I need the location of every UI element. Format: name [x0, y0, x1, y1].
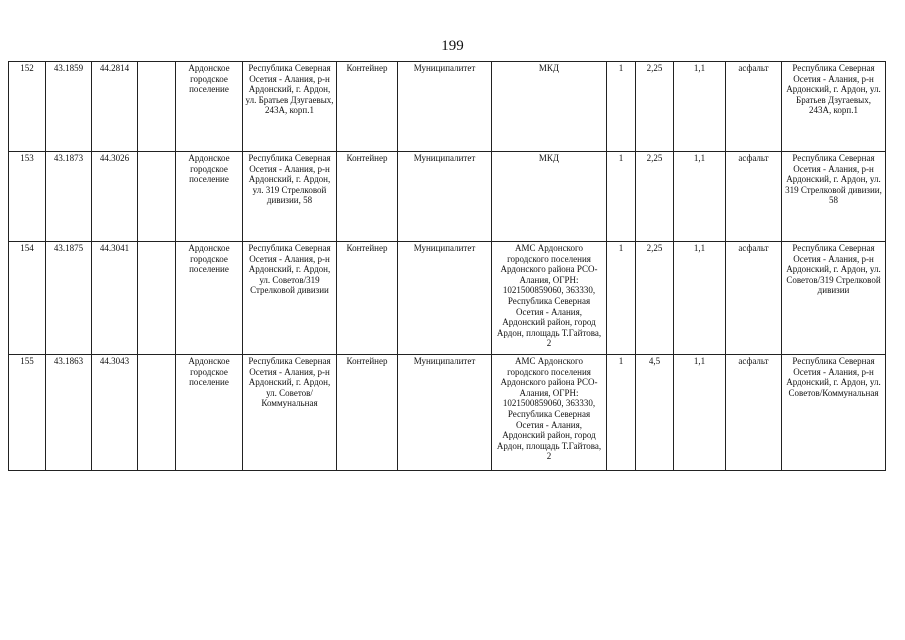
settlement-cell: Ардонское городское поселение — [176, 355, 243, 471]
longitude-cell: 44.3043 — [92, 355, 138, 471]
volume-cell: 1,1 — [674, 355, 726, 471]
longitude-cell: 44.3041 — [92, 242, 138, 355]
source-cell: АМС Ардонского городского поселения Ардонского района РСО-Алания, ОГРН: 1021500859060, 363330, Республика Северная Осетия - Алания, Ардонский район, город Ардон, площадь Т.Гайтова, 2 — [492, 355, 607, 471]
source-cell: МКД — [492, 152, 607, 242]
owner-cell: Муниципалитет — [398, 355, 492, 471]
area-cell: 2,25 — [636, 242, 674, 355]
surface-cell: асфальт — [726, 355, 782, 471]
source-cell: МКД — [492, 62, 607, 152]
latitude-cell: 43.1873 — [46, 152, 92, 242]
quantity-cell: 1 — [607, 242, 636, 355]
latitude-cell: 43.1863 — [46, 355, 92, 471]
blank-cell — [138, 62, 176, 152]
row-number: 152 — [9, 62, 46, 152]
quantity-cell: 1 — [607, 62, 636, 152]
surface-cell: асфальт — [726, 242, 782, 355]
surface-cell: асфальт — [726, 152, 782, 242]
settlement-cell: Ардонское городское поселение — [176, 152, 243, 242]
quantity-cell: 1 — [607, 355, 636, 471]
address-cell: Республика Северная Осетия - Алания, р-н Ардонский, г. Ардон, ул. 319 Стрелковой дивизии, 58 — [243, 152, 337, 242]
blank-cell — [138, 152, 176, 242]
full-address-cell: Республика Северная Осетия - Алания, р-н Ардонский, г. Ардон, ул. Советов/Коммунальная — [782, 355, 886, 471]
container-type-cell: Контейнер — [337, 152, 398, 242]
row-number: 155 — [9, 355, 46, 471]
area-cell: 2,25 — [636, 62, 674, 152]
latitude-cell: 43.1859 — [46, 62, 92, 152]
blank-cell — [138, 242, 176, 355]
owner-cell: Муниципалитет — [398, 152, 492, 242]
table-row — [9, 355, 886, 471]
quantity-cell: 1 — [607, 152, 636, 242]
address-cell: Республика Северная Осетия - Алания, р-н Ардонский, г. Ардон, ул. Братьев Дзугаевых, 243А, корп.1 — [243, 62, 337, 152]
volume-cell: 1,1 — [674, 242, 726, 355]
source-cell: АМС Ардонского городского поселения Ардонского района РСО-Алания, ОГРН: 1021500859060, 363330, Республика Северная Осетия - Алания, Ардонский район, город Ардон, площадь Т.Гайтова, 2 — [492, 242, 607, 355]
longitude-cell: 44.2814 — [92, 62, 138, 152]
address-cell: Республика Северная Осетия - Алания, р-н Ардонский, г. Ардон, ул. Советов/ Коммунальная — [243, 355, 337, 471]
address-cell: Республика Северная Осетия - Алания, р-н Ардонский, г. Ардон, ул. Советов/319 Стрелковой дивизии — [243, 242, 337, 355]
settlement-cell: Ардонское городское поселение — [176, 62, 243, 152]
table-row — [9, 242, 886, 355]
page-number: 199 — [441, 38, 464, 54]
table-row — [9, 62, 886, 152]
owner-cell: Муниципалитет — [398, 242, 492, 355]
row-number: 153 — [9, 152, 46, 242]
registry-table — [8, 61, 886, 471]
container-type-cell: Контейнер — [337, 355, 398, 471]
area-cell: 4,5 — [636, 355, 674, 471]
volume-cell: 1,1 — [674, 62, 726, 152]
surface-cell: асфальт — [726, 62, 782, 152]
longitude-cell: 44.3026 — [92, 152, 138, 242]
blank-cell — [138, 355, 176, 471]
full-address-cell: Республика Северная Осетия - Алания, р-н Ардонский, г. Ардон, ул. Братьев Дзугаевых, 243А, корп.1 — [782, 62, 886, 152]
table-row — [9, 152, 886, 242]
latitude-cell: 43.1875 — [46, 242, 92, 355]
container-type-cell: Контейнер — [337, 62, 398, 152]
owner-cell: Муниципалитет — [398, 62, 492, 152]
area-cell: 2,25 — [636, 152, 674, 242]
volume-cell: 1,1 — [674, 152, 726, 242]
settlement-cell: Ардонское городское поселение — [176, 242, 243, 355]
full-address-cell: Республика Северная Осетия - Алания, р-н Ардонский, г. Ардон, ул. Советов/319 Стрелковой дивизии — [782, 242, 886, 355]
container-type-cell: Контейнер — [337, 242, 398, 355]
row-number: 154 — [9, 242, 46, 355]
full-address-cell: Республика Северная Осетия - Алания, р-н Ардонский, г. Ардон, ул. 319 Стрелковой дивизии, 58 — [782, 152, 886, 242]
